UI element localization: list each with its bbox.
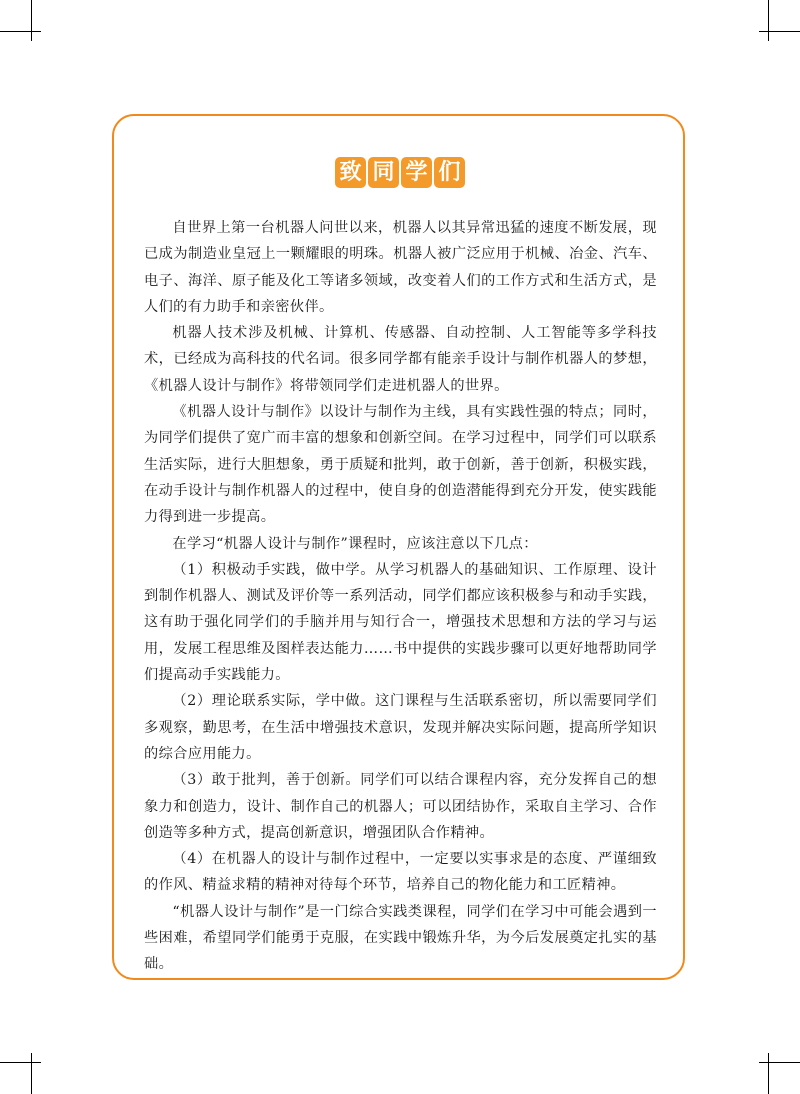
paragraph-course-theme: 《机器人设计与制作》以设计与制作为主线，具有实践性强的特点；同时，为同学们提供了宽广而丰富的想象和创新空间。在学习过程中，同学们可以联系生活实际，进行大胆想象，勇于质疑和批判，敢于创新，善于创新，积极实践，在动手设计与制作机器人的过程中，使自身的创造潜能得到充分开发，使实践能力得到进一步提高。: [144, 404, 657, 526]
paragraph-notes-intro: 在学习“机器人设计与制作”课程时，应该注意以下几点：: [172, 535, 538, 552]
paragraph-point-1: （1）积极动手实践，做中学。从学习机器人的基础知识、工作原理、设计到制作机器人、测试及评价等一系列活动，同学们都应该积极参与和动手实践，这有助于强化同学们的手脑并用与知行合一，增强技术思想和方法的学习与运用，发展工程思维及图样表达能力……书中提供的实践步骤可以更好地帮助同学们提高动手实践能力。: [144, 561, 657, 684]
title-char: 们: [434, 157, 465, 188]
crop-mark: [0, 31, 41, 32]
title-char: 致: [335, 157, 366, 188]
paragraph-closing: “机器人设计与制作”是一门综合实践类课程，同学们在学习中可能会遇到一些困难，希望同学们能勇于克服，在实践中锻炼升华，为今后发展奠定扎实的基础。: [144, 903, 657, 973]
paragraph-intro: 自世界上第一台机器人问世以来，机器人以其异常迅猛的速度不断发展，现已成为制造业皇冠上一颗耀眼的明珠。机器人被广泛应用于机械、冶金、汽车、电子、海洋、原子能及化工等诸多领域，改变着人们的工作方式和生活方式，是人们的有力助手和亲密伙伴。: [144, 220, 657, 315]
page-title: [0, 157, 800, 188]
paragraph-point-3: （3）敢于批判，善于创新。同学们可以结合课程内容，充分发挥自己的想象力和创造力，设计、制作自己的机器人；可以团结协作，采取自主学习、合作创造等多种方式，提高创新意识，增强团队合作精神。: [144, 772, 657, 841]
paragraph-point-4: （4）在机器人的设计与制作过程中，一定要以实事求是的态度、严谨细致的作风、精益求精的精神对待每个环节，培养自己的物化能力和工匠精神。: [144, 851, 657, 894]
crop-mark: [0, 1062, 41, 1063]
paragraph-technology: 机器人技术涉及机械、计算机、传感器、自动控制、人工智能等多学科技术，已经成为高科技的代名词。很多同学都有能亲手设计与制作机器人的梦想，《机器人设计与制作》将带领同学们走进机器人的世界。: [144, 325, 657, 394]
title-char: 学: [401, 157, 432, 188]
crop-mark: [759, 31, 800, 32]
crop-mark: [768, 1053, 769, 1094]
crop-mark: [31, 1053, 32, 1094]
title-char: 同: [368, 157, 399, 188]
crop-mark: [759, 1062, 800, 1063]
crop-mark: [31, 0, 32, 41]
body-text: [144, 215, 657, 978]
crop-mark: [768, 0, 769, 41]
paragraph-point-2: （2）理论联系实际，学中做。这门课程与生活联系密切，所以需要同学们多观察，勤思考，在生活中增强技术意识，发现并解决实际问题，提高所学知识的综合应用能力。: [144, 693, 657, 762]
